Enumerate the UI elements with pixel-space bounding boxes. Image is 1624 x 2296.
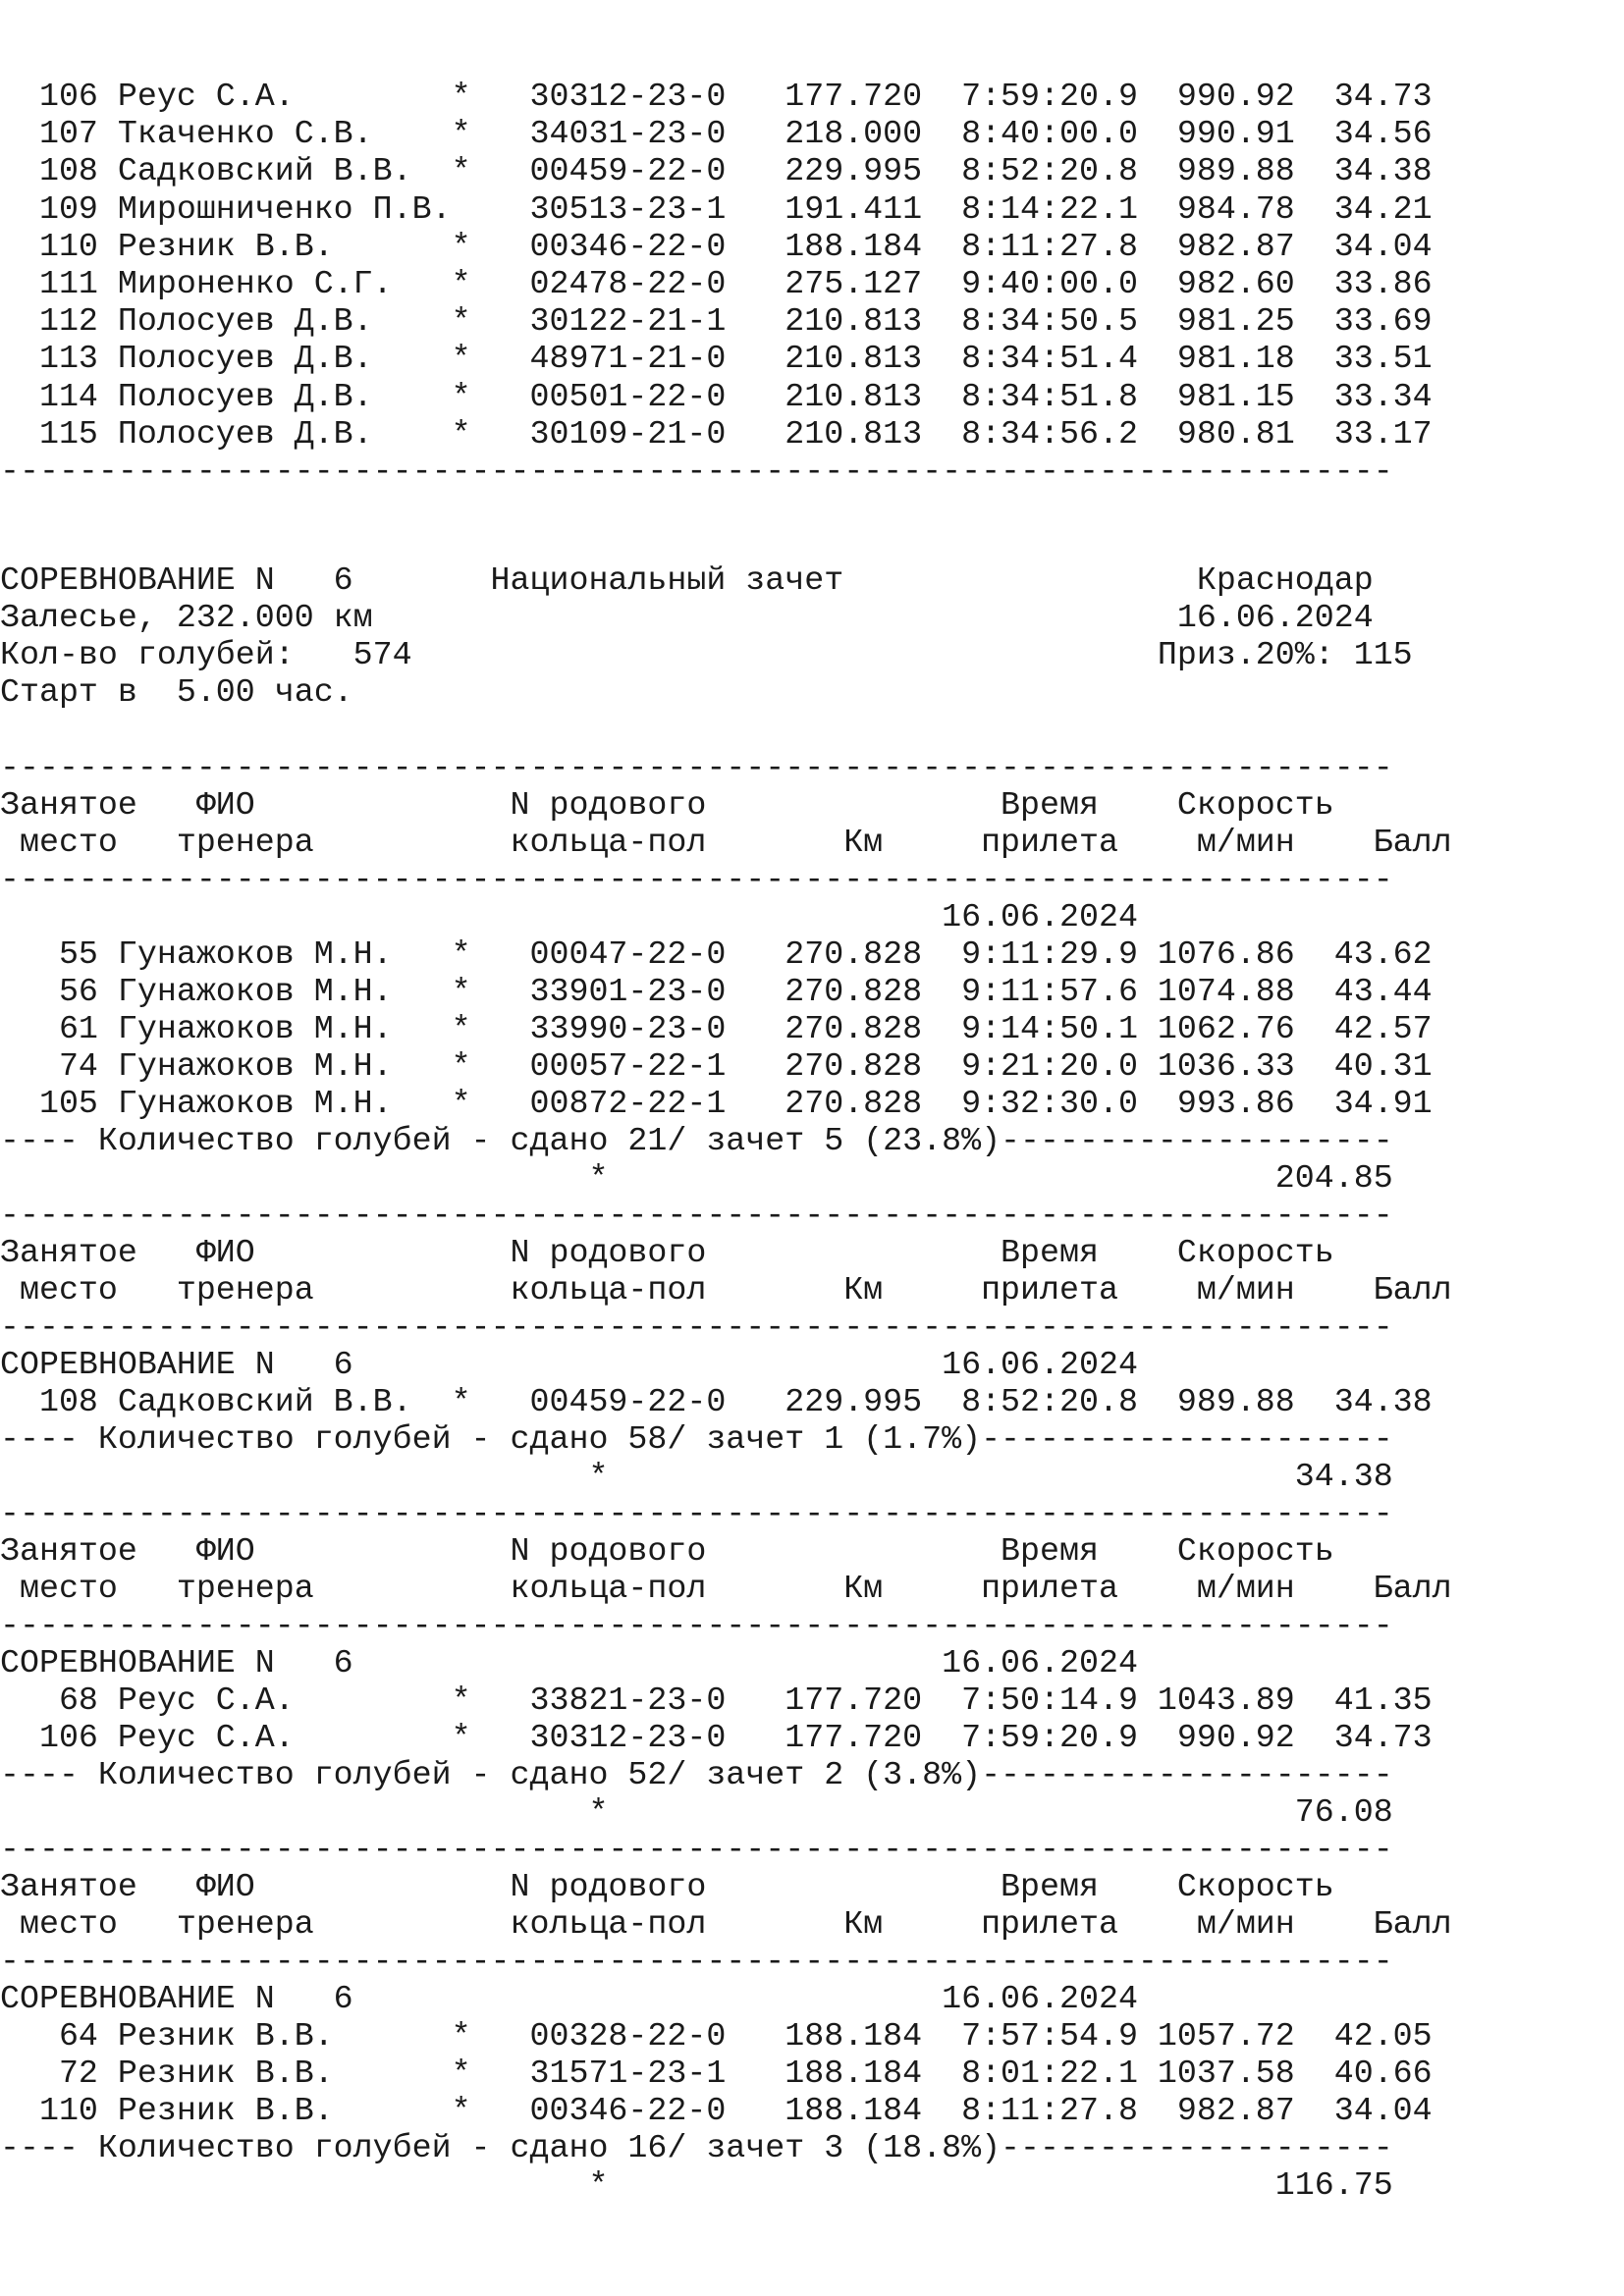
table-row: 55 Гунажоков М.Н. * 00047-22-0 270.828 9:11:29.9 1076.86 43.62 xyxy=(0,935,1433,973)
table-row: 111 Мироненко С.Г. * 02478-22-0 275.127 9:40:00.0 982.60 33.86 xyxy=(0,265,1433,302)
table-row: 112 Полосуев Д.В. * 30122-21-1 210.813 8:34:50.5 981.25 33.69 xyxy=(0,302,1433,340)
section-summary: ---- Количество голубей - сдано 52/ зачет 2 (3.8%)--------------------- xyxy=(0,1756,1393,1793)
table-row: 108 Садковский В.В. * 00459-22-0 229.995 8:52:20.8 989.88 34.38 xyxy=(0,1383,1433,1420)
competition-start: Старт в 5.00 час. xyxy=(0,673,353,711)
column-header-1: Занятое ФИО N родового Время Скорость xyxy=(0,786,1334,824)
column-header-2: место тренера кольца-пол Км прилета м/мин Балл xyxy=(0,1271,1452,1308)
dash-divider: ----------------------------------------------------------------------- xyxy=(0,749,1393,786)
table-row: 110 Резник В.В. * 00346-22-0 188.184 8:11:27.8 982.87 34.04 xyxy=(0,228,1433,265)
competition-location: Залесье, 232.000 км 16.06.2024 xyxy=(0,599,1374,636)
dash-divider: ----------------------------------------------------------------------- xyxy=(0,1197,1393,1234)
table-row: 110 Резник В.В. * 00346-22-0 188.184 8:11:27.8 982.87 34.04 xyxy=(0,2092,1433,2129)
dash-divider: ----------------------------------------------------------------------- xyxy=(0,1943,1393,1980)
section-summary: ---- Количество голубей - сдано 58/ зачет 1 (1.7%)--------------------- xyxy=(0,1420,1393,1458)
table-row: 56 Гунажоков М.Н. * 33901-23-0 270.828 9:11:57.6 1074.88 43.44 xyxy=(0,973,1433,1010)
table-row: 106 Реус С.А. * 30312-23-0 177.720 7:59:20.9 990.92 34.73 xyxy=(0,78,1433,115)
competition-title: СОРЕВНОВАНИЕ N 6 Национальный зачет Краснодар xyxy=(0,561,1374,599)
dash-divider: ----------------------------------------------------------------------- xyxy=(0,453,1393,490)
dash-divider: ----------------------------------------------------------------------- xyxy=(0,1831,1393,1868)
table-row: 109 Мирошниченко П.В. 30513-23-1 191.411 8:14:22.1 984.78 34.21 xyxy=(0,190,1433,228)
table-row: 64 Резник В.В. * 00328-22-0 188.184 7:57:54.9 1057.72 42.05 xyxy=(0,2017,1433,2055)
section-date: СОРЕВНОВАНИЕ N 6 16.06.2024 xyxy=(0,1346,1138,1383)
section-total: * 76.08 xyxy=(0,1793,1393,1831)
table-row: 74 Гунажоков М.Н. * 00057-22-1 270.828 9:21:20.0 1036.33 40.31 xyxy=(0,1047,1433,1085)
dash-divider: ----------------------------------------------------------------------- xyxy=(0,1308,1393,1346)
table-row: 115 Полосуев Д.В. * 30109-21-0 210.813 8:34:56.2 980.81 33.17 xyxy=(0,415,1433,453)
table-row: 113 Полосуев Д.В. * 48971-21-0 210.813 8:34:51.4 981.18 33.51 xyxy=(0,340,1433,377)
competition-count: Кол-во голубей: 574 Приз.20%: 115 xyxy=(0,636,1413,673)
table-row: 108 Садковский В.В. * 00459-22-0 229.995 8:52:20.8 989.88 34.38 xyxy=(0,152,1433,189)
dash-divider: ----------------------------------------------------------------------- xyxy=(0,1607,1393,1644)
section-date: 16.06.2024 xyxy=(0,898,1138,935)
section-date: СОРЕВНОВАНИЕ N 6 16.06.2024 xyxy=(0,1644,1138,1682)
table-row: 107 Ткаченко С.В. * 34031-23-0 218.000 8:40:00.0 990.91 34.56 xyxy=(0,115,1433,152)
column-header-1: Занятое ФИО N родового Время Скорость xyxy=(0,1868,1334,1905)
table-row: 72 Резник В.В. * 31571-23-1 188.184 8:01:22.1 1037.58 40.66 xyxy=(0,2055,1433,2092)
section-total: * 34.38 xyxy=(0,1458,1393,1495)
table-row: 106 Реус С.А. * 30312-23-0 177.720 7:59:20.9 990.92 34.73 xyxy=(0,1719,1433,1756)
section-total: * 204.85 xyxy=(0,1159,1393,1197)
section-summary: ---- Количество голубей - сдано 21/ зачет 5 (23.8%)-------------------- xyxy=(0,1122,1393,1159)
dash-divider: ----------------------------------------------------------------------- xyxy=(0,861,1393,898)
section-total: * 116.75 xyxy=(0,2166,1393,2204)
column-header-2: место тренера кольца-пол Км прилета м/мин Балл xyxy=(0,1905,1452,1943)
column-header-1: Занятое ФИО N родового Время Скорость xyxy=(0,1234,1334,1271)
section-summary: ---- Количество голубей - сдано 16/ зачет 3 (18.8%)-------------------- xyxy=(0,2129,1393,2166)
column-header-1: Занятое ФИО N родового Время Скорость xyxy=(0,1532,1334,1570)
table-row: 114 Полосуев Д.В. * 00501-22-0 210.813 8:34:51.8 981.15 33.34 xyxy=(0,378,1433,415)
column-header-2: место тренера кольца-пол Км прилета м/мин Балл xyxy=(0,824,1452,861)
section-date: СОРЕВНОВАНИЕ N 6 16.06.2024 xyxy=(0,1980,1138,2017)
column-header-2: место тренера кольца-пол Км прилета м/мин Балл xyxy=(0,1570,1452,1607)
table-row: 105 Гунажоков М.Н. * 00872-22-1 270.828 9:32:30.0 993.86 34.91 xyxy=(0,1085,1433,1122)
table-row: 68 Реус С.А. * 33821-23-0 177.720 7:50:14.9 1043.89 41.35 xyxy=(0,1682,1433,1719)
dash-divider: ----------------------------------------------------------------------- xyxy=(0,1495,1393,1532)
table-row: 61 Гунажоков М.Н. * 33990-23-0 270.828 9:14:50.1 1062.76 42.57 xyxy=(0,1010,1433,1047)
